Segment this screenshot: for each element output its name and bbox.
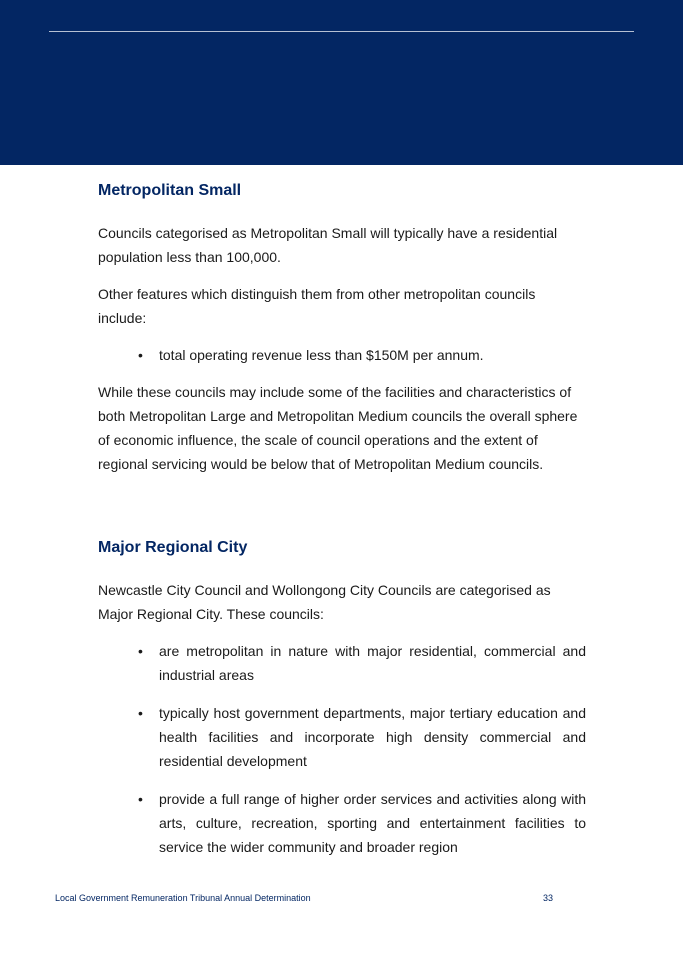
bullet-list-major-regional-city	[98, 639, 586, 859]
list-item	[98, 639, 586, 687]
paragraph-sphere-of-influence: While these councils may include some of the facilities and characteristics of both Metropolitan Large and Metropolitan Medium councils the overall sphere of economic influence, the scale of council operations and the extent of regional servicing would be below that of Metropolitan Medium councils.	[98, 384, 578, 472]
list-item-text: are metropolitan in nature with major residential, commercial and industrial areas	[159, 643, 586, 683]
paragraph-newcastle-wollongong: Newcastle City Council and Wollongong City Councils are categorised as Major Regional City. These councils:	[98, 582, 551, 622]
header-rule	[49, 31, 634, 32]
list-item-text: total operating revenue less than $150M per annum.	[159, 347, 484, 363]
footer-document-title: Local Government Remuneration Tribunal Annual Determination	[55, 893, 311, 903]
bullet-marker: •	[138, 791, 143, 807]
bullet-marker: •	[138, 643, 143, 659]
bullet-marker: •	[138, 347, 143, 363]
section-heading-metropolitan-small: Metropolitan Small	[98, 182, 242, 199]
list-item-text: provide a full range of higher order services and activities along with arts, culture, recreation, sporting and entertainment facilities to service the wider community and broader region	[159, 791, 586, 855]
list-item	[98, 787, 586, 859]
bullet-list-metropolitan-small	[98, 343, 586, 367]
footer-page-number: 33	[543, 893, 554, 903]
header-band	[0, 0, 683, 165]
list-item	[98, 343, 586, 367]
list-item-text: typically host government departments, major tertiary education and health facilities and incorporate high density commercial and residential development	[159, 705, 586, 769]
paragraph-other-features: Other features which distinguish them from other metropolitan councils include:	[98, 286, 536, 326]
bullet-marker: •	[138, 705, 143, 721]
list-item	[98, 701, 586, 773]
section-heading-major-regional-city: Major Regional City	[98, 539, 248, 556]
paragraph-residential-population: Councils categorised as Metropolitan Small will typically have a residential population less than 100,000.	[98, 225, 558, 265]
page-content	[98, 180, 586, 859]
